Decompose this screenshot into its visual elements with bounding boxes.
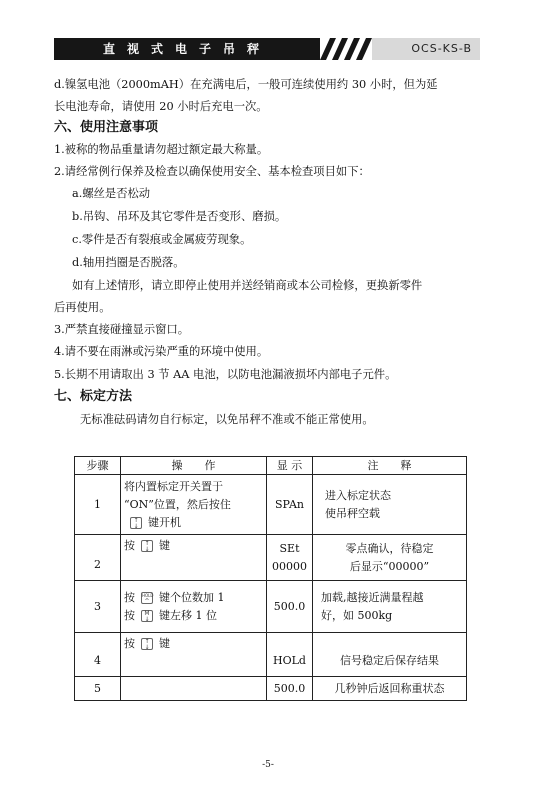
- operation-text: 键: [159, 637, 170, 650]
- calibration-table: [74, 456, 467, 701]
- display-cell: 500.0: [267, 581, 313, 633]
- note-text: 后显示“00000”: [349, 559, 430, 573]
- tare-key-icon: ↑ ↓: [130, 517, 142, 529]
- model-code: OCS-KS-B: [411, 42, 472, 55]
- operation-cell: [121, 581, 267, 633]
- operation-text: “ON”位置，然后按住: [124, 497, 231, 511]
- section-line: 如有上述情形，请立即停止使用并送经销商或本公司检修，更换新零件: [72, 279, 423, 292]
- table-row: [75, 535, 467, 581]
- note-cell: 几秒钟后返回称重状态: [313, 677, 467, 701]
- section-line: 5.长期不用请取出 3 节 AA 电池，以防电池漏液损坏内部电子元件。: [54, 368, 397, 381]
- operation-text: 按: [124, 539, 135, 552]
- note-text: 零点确认，待稳定: [345, 541, 434, 555]
- operation-text: 将内置标定开关置于: [124, 479, 223, 493]
- display-text: 00000: [272, 559, 307, 573]
- note-text: 加载,越接近满量程越: [321, 590, 424, 604]
- section-line: 1.被称的物品重量请勿超过额定最大称量。: [54, 143, 269, 156]
- section-line: 后再使用。: [54, 301, 111, 314]
- display-text: SEt: [279, 541, 300, 555]
- operation-cell: [121, 633, 267, 677]
- operation-text: 键: [159, 539, 170, 552]
- operation-cell: [121, 677, 267, 701]
- note-text: 使吊秤空载: [325, 506, 380, 520]
- section-line: 4.请不要在雨淋或污染严重的环境中使用。: [54, 345, 269, 358]
- table-row: [75, 581, 467, 633]
- operation-cell: [121, 535, 267, 581]
- tare-key-icon: ↑ ↓: [141, 638, 153, 650]
- note-text: 好，如 500kg: [321, 608, 393, 622]
- check-item: b.吊钩、吊环及其它零件是否变形、磨损。: [72, 210, 287, 223]
- display-cell: 500.0: [267, 677, 313, 701]
- tare-key-icon: ↑ ↓: [141, 540, 153, 552]
- intro-line: 长电池寿命，请使用 20 小时后充电一次。: [54, 100, 268, 113]
- col-header-operation: 操 作: [121, 457, 267, 475]
- step-cell: 1: [75, 475, 121, 535]
- m-key-icon: M ↓: [141, 610, 153, 622]
- table-row: [75, 633, 467, 677]
- col-header-display: 显 示: [267, 457, 313, 475]
- step-cell: 4: [75, 633, 121, 677]
- section-line: 2.请经常例行保养及检查以确保使用安全、基本检查项目如下：: [54, 165, 370, 178]
- table-header-row: [75, 457, 467, 475]
- header-title: 直视式电子吊秤: [102, 42, 271, 56]
- section-line: 3.严禁直接碰撞显示窗口。: [54, 323, 190, 336]
- check-item: a.螺丝是否松动: [72, 187, 151, 200]
- table-row: [75, 475, 467, 535]
- operation-text: 按: [124, 637, 135, 650]
- section-heading: 七、标定方法: [54, 389, 133, 404]
- section-note: 无标准砝码请勿自行标定，以免吊秤不准或不能正常使用。: [80, 413, 374, 426]
- operation-text: 键个位数加 1: [159, 590, 225, 604]
- note-text: 进入标定状态: [325, 488, 391, 502]
- note-cell: [313, 475, 467, 535]
- page-header: [54, 38, 480, 60]
- step-cell: 3: [75, 581, 121, 633]
- header-code-bar: [372, 38, 480, 60]
- operation-text: 键左移 1 位: [159, 608, 217, 622]
- operation-text: 按: [124, 590, 135, 604]
- col-header-step: 步骤: [75, 457, 121, 475]
- note-cell: [313, 581, 467, 633]
- col-header-note: 注 释: [313, 457, 467, 475]
- operation-cell: [121, 475, 267, 535]
- display-cell: [267, 535, 313, 581]
- hold-key-icon: HOLD ^: [142, 592, 154, 605]
- operation-text: 按: [124, 608, 135, 622]
- intro-line: d.镍氢电池（2000mAH）在充满电后，一般可连续使用约 30 小时，但为延: [54, 78, 438, 91]
- step-cell: 2: [75, 535, 121, 581]
- check-item: d.轴用挡圈是否脱落。: [72, 256, 185, 269]
- step-cell: 5: [75, 677, 121, 701]
- page-number: -5-: [262, 760, 274, 770]
- display-cell: SPAn: [267, 475, 313, 535]
- check-item: c.零件是否有裂痕或金属疲劳现象。: [72, 233, 252, 246]
- display-cell: HOLd: [267, 633, 313, 677]
- note-cell: 信号稳定后保存结果: [313, 633, 467, 677]
- section-heading: 六、使用注意事项: [54, 120, 159, 135]
- table-row: [75, 677, 467, 701]
- operation-text: 键开机: [148, 515, 181, 529]
- note-cell: [313, 535, 467, 581]
